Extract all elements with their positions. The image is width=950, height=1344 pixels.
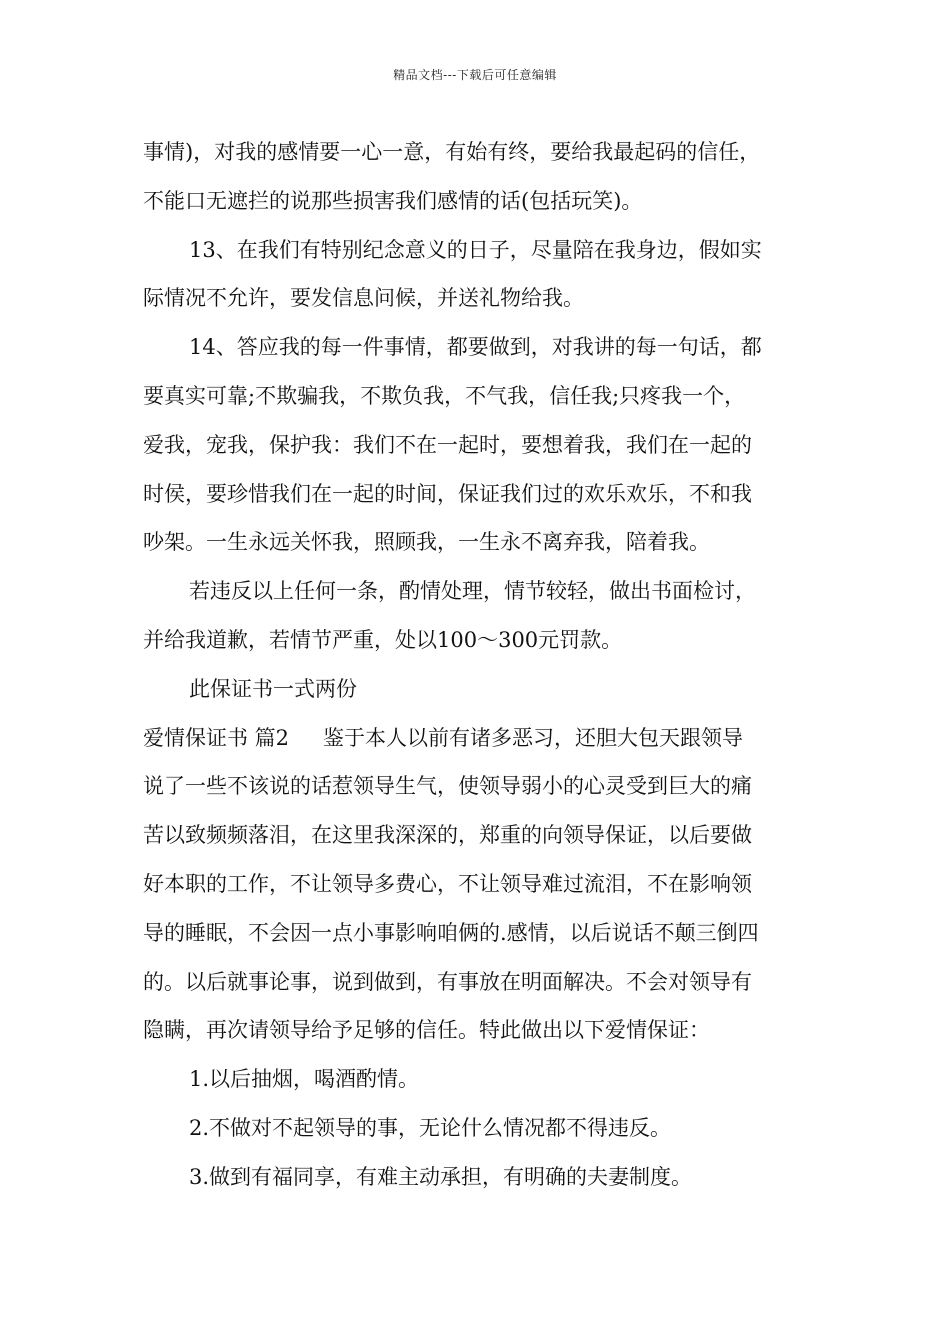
list-item: 2.不做对不起领导的事，无论什么情况都不得违反。 [189,1115,672,1140]
text-line: 此保证书一式两份 [189,676,357,701]
text-line: 时侯，要珍惜我们在一起的时间，保证我们过的欢乐欢乐，不和我 [143,481,752,506]
page-header: 精品文档---下载后可任意编辑 [393,68,557,82]
text-line: 并给我道歉，若情节严重，处以100～300元罚款。 [143,627,623,652]
text-line: 说了一些不该说的话惹领导生气，使领导弱小的心灵受到巨大的痛 [143,774,752,799]
text-line: 若违反以上任何一条，酌情处理，情节较轻，做出书面检讨， [189,579,756,604]
text-line: 隐瞒，再次请领导给予足够的信任。特此做出以下爱情保证： [143,1018,710,1043]
text-line: 不能口无遮拦的说那些损害我们感情的话(包括玩笑)。 [143,188,643,213]
text-line: 鉴于本人以前有诸多恶习，还胆大包天跟领导 [323,725,744,750]
text-line: 爱我，宠我，保护我：我们不在一起时，要想着我，我们在一起的 [143,432,752,457]
text-line: 际情况不允许，要发信息问候，并送礼物给我。 [143,286,584,311]
text-line: 14、答应我的每一件事情，都要做到，对我讲的每一句话，都 [189,335,762,360]
section-title: 爱情保证书 篇2 [143,725,290,750]
list-item: 1.以后抽烟，喝酒酌情。 [189,1067,420,1092]
text-line: 要真实可靠;不欺骗我，不欺负我，不气我，信任我;只疼我一个， [143,383,746,408]
document-body [143,128,813,1202]
list-item: 3.做到有福同享，有难主动承担，有明确的夫妻制度。 [189,1164,693,1189]
section-title-line [143,714,813,763]
text-line: 苦以致频频落泪，在这里我深深的，郑重的向领导保证，以后要做 [143,823,752,848]
text-line: 导的睡眠，不会因一点小事影响咱俩的.感情，以后说话不颠三倒四 [143,920,759,945]
text-line: 13、在我们有特别纪念意义的日子，尽量陪在我身边，假如实 [189,237,762,262]
text-line: 吵架。一生永远关怀我，照顾我，一生永不离弃我，陪着我。 [143,530,710,555]
text-line: 好本职的工作，不让领导多费心，不让领导难过流泪，不在影响领 [143,871,752,896]
text-line: 事情)，对我的感情要一心一意，有始有终，要给我最起码的信任， [143,140,761,164]
text-line: 的。以后就事论事，说到做到，有事放在明面解决。不会对领导有 [143,969,752,994]
